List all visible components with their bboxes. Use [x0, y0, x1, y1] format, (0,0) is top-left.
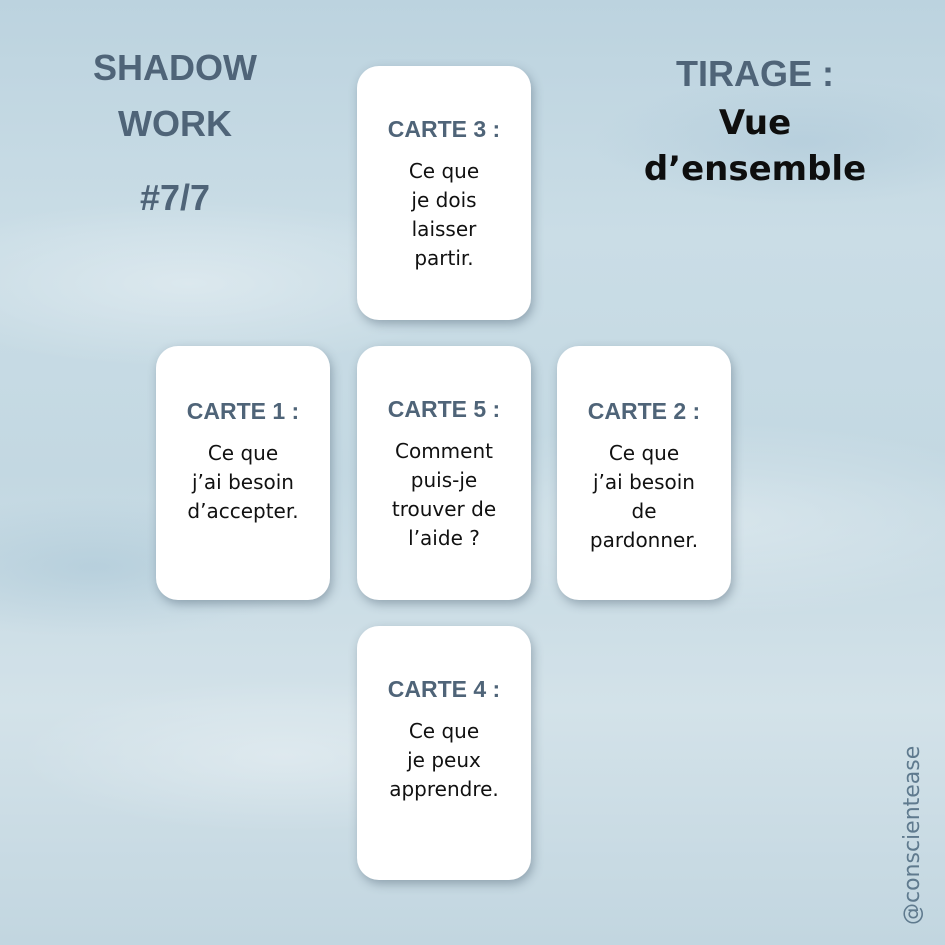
- card-3-text: [369, 157, 519, 273]
- title-line-shadow: SHADOW: [93, 47, 257, 88]
- card-5-line: puis-je: [410, 468, 478, 492]
- tirage-subtitle-line2: d’ensemble: [643, 149, 867, 189]
- card-1-text: [168, 439, 318, 526]
- card-5-line: trouver de: [391, 497, 497, 521]
- card-1-title: CARTE 1 :: [186, 398, 300, 424]
- card-4-title: CARTE 4 :: [387, 676, 501, 702]
- card-2-title: CARTE 2 :: [587, 398, 701, 424]
- shadow-work-title: [80, 40, 270, 226]
- card-4-line: apprendre.: [389, 777, 499, 801]
- card-1-line: j’ai besoin: [192, 470, 294, 494]
- card-3-line: je dois: [411, 188, 477, 212]
- card-3: [357, 66, 531, 320]
- title-line-work: WORK: [118, 103, 232, 144]
- card-3-title: CARTE 3 :: [387, 116, 501, 142]
- card-2: [557, 346, 731, 600]
- card-3-line: laisser: [411, 217, 477, 241]
- card-4-text: [369, 717, 519, 804]
- card-2-line: j’ai besoin: [593, 470, 695, 494]
- card-5: [357, 346, 531, 600]
- card-2-line: de: [631, 499, 657, 523]
- card-5-line: Comment: [395, 439, 493, 463]
- tirage-label: TIRAGE :: [676, 53, 834, 94]
- card-2-text: [569, 439, 719, 555]
- card-1: [156, 346, 330, 600]
- card-1-line: Ce que: [207, 441, 279, 465]
- card-5-line: l’aide ?: [408, 526, 480, 550]
- author-handle: @conscientease: [900, 745, 925, 925]
- tirage-heading: [620, 52, 890, 192]
- card-5-text: [369, 437, 519, 553]
- card-4-line: Ce que: [408, 719, 480, 743]
- card-2-line: Ce que: [608, 441, 680, 465]
- card-4-line: je peux: [407, 748, 481, 772]
- card-1-line: d’accepter.: [187, 499, 299, 523]
- series-number: #7/7: [139, 177, 211, 218]
- card-4: [357, 626, 531, 880]
- card-5-title: CARTE 5 :: [387, 396, 501, 422]
- card-3-line: Ce que: [408, 159, 480, 183]
- card-2-line: pardonner.: [589, 528, 699, 552]
- card-3-line: partir.: [414, 246, 474, 270]
- tirage-subtitle-line1: Vue: [718, 103, 792, 143]
